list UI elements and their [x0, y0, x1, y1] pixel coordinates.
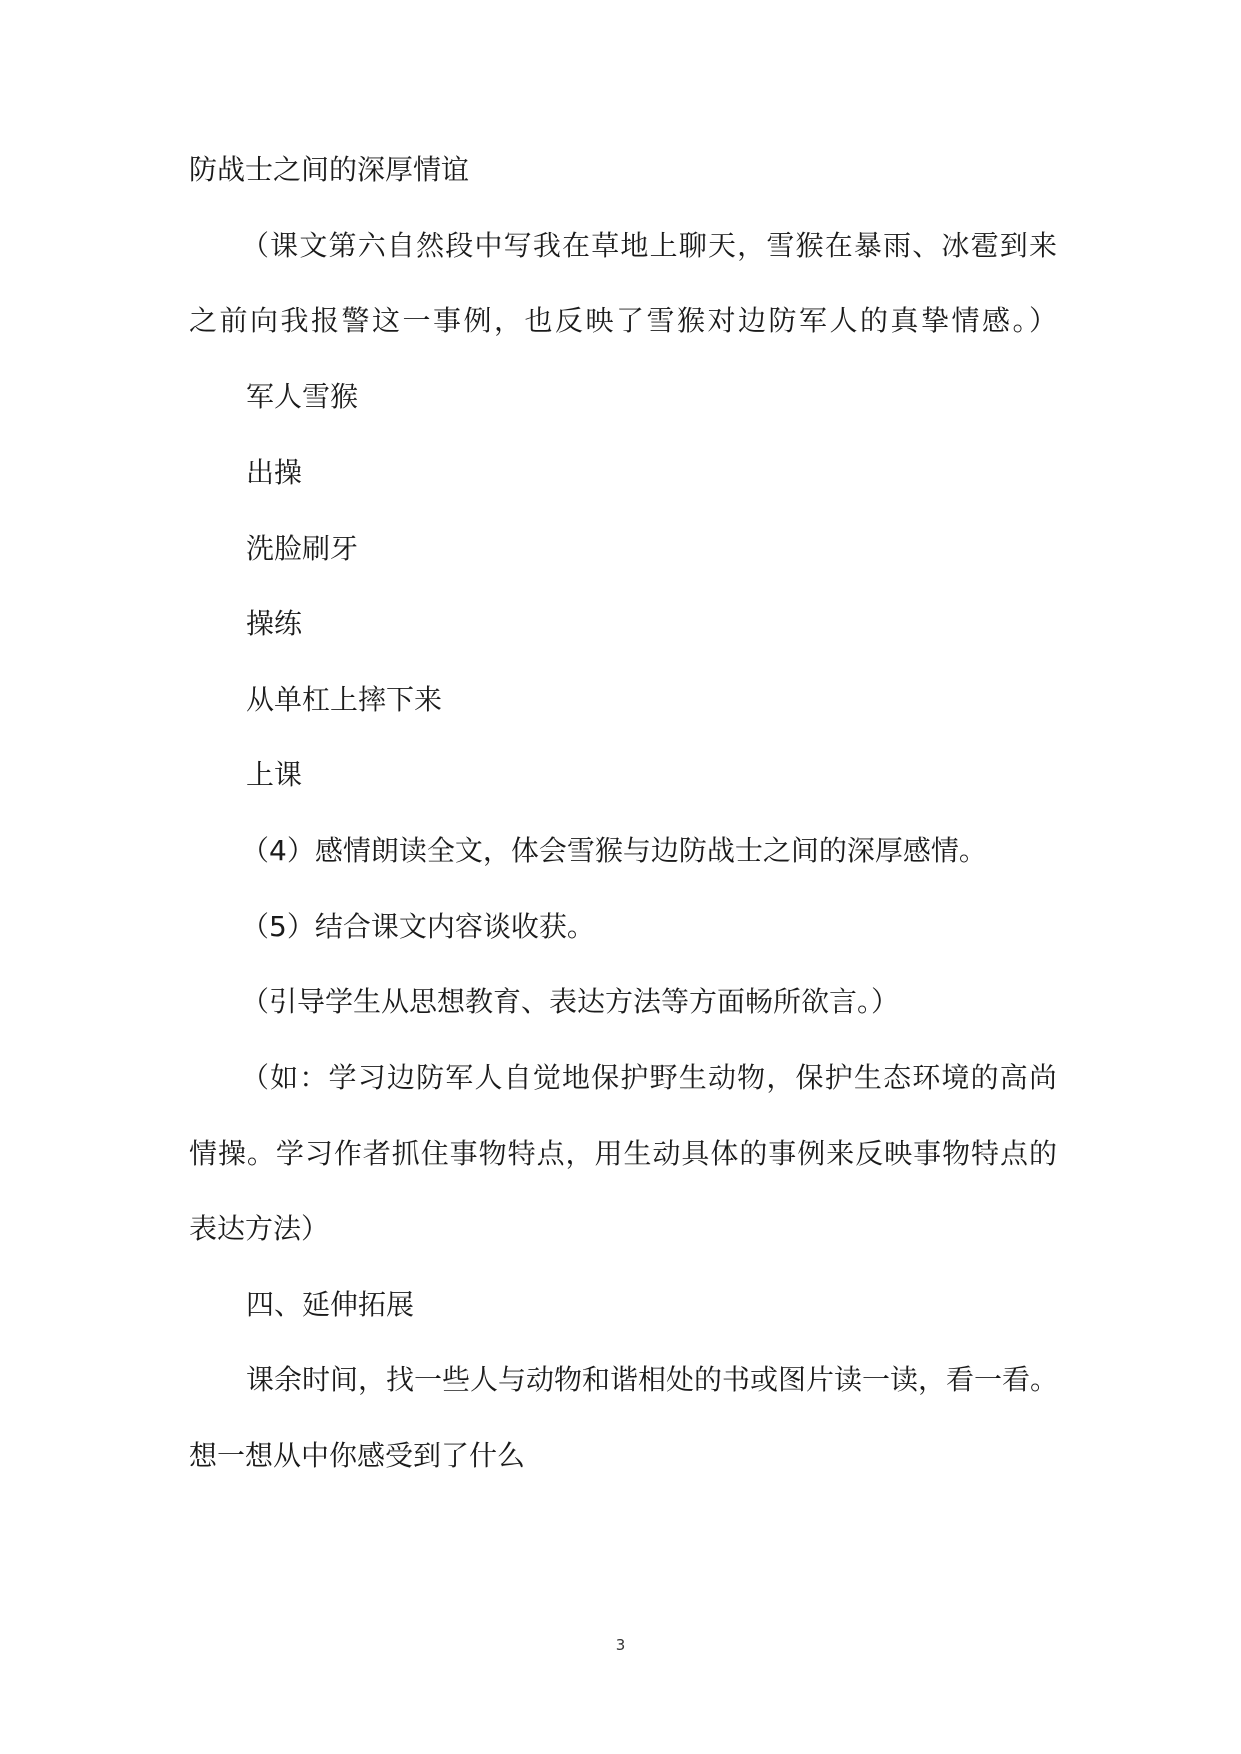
paragraph-line: 防战士之间的深厚情谊 [189, 153, 470, 186]
list-item: 出操 [246, 456, 303, 489]
list-item: 军人雪猴 [246, 380, 359, 413]
paragraph-line: 课余时间，找一些人与动物和谐相处的书或图片读一读，看一看。 [246, 1363, 1059, 1396]
paragraph-line: 情操。学习作者抓住事物特点，用生动具体的事例来反映事物特点的 [189, 1137, 1057, 1170]
paragraph-line: （课文第六自然段中写我在草地上聊天，雪猴在暴雨、冰雹到来 [241, 229, 1057, 262]
list-item: 从单杠上摔下来 [246, 683, 443, 716]
page-number: 3 [615, 1636, 626, 1654]
paragraph-line: （引导学生从思想教育、表达方法等方面畅所欲言。） [241, 985, 900, 1018]
paragraph-line: 想一想从中你感受到了什么 [189, 1439, 526, 1472]
numbered-step: （4）感情朗读全文，体会雪猴与边防战士之间的深厚感情。 [241, 834, 987, 867]
list-item: 洗脸刷牙 [246, 532, 359, 565]
list-item: 上课 [246, 758, 303, 791]
paragraph-line: 之前向我报警这一事例，也反映了雪猴对边防军人的真挚情感。） [189, 304, 1057, 337]
paragraph-line: （如：学习边防军人自觉地保护野生动物，保护生态环境的高尚 [241, 1061, 1057, 1094]
paragraph-line: 表达方法） [189, 1212, 330, 1245]
section-heading: 四、延伸拓展 [246, 1288, 415, 1321]
list-item: 操练 [246, 607, 303, 640]
numbered-step: （5）结合课文内容谈收获。 [241, 910, 595, 943]
